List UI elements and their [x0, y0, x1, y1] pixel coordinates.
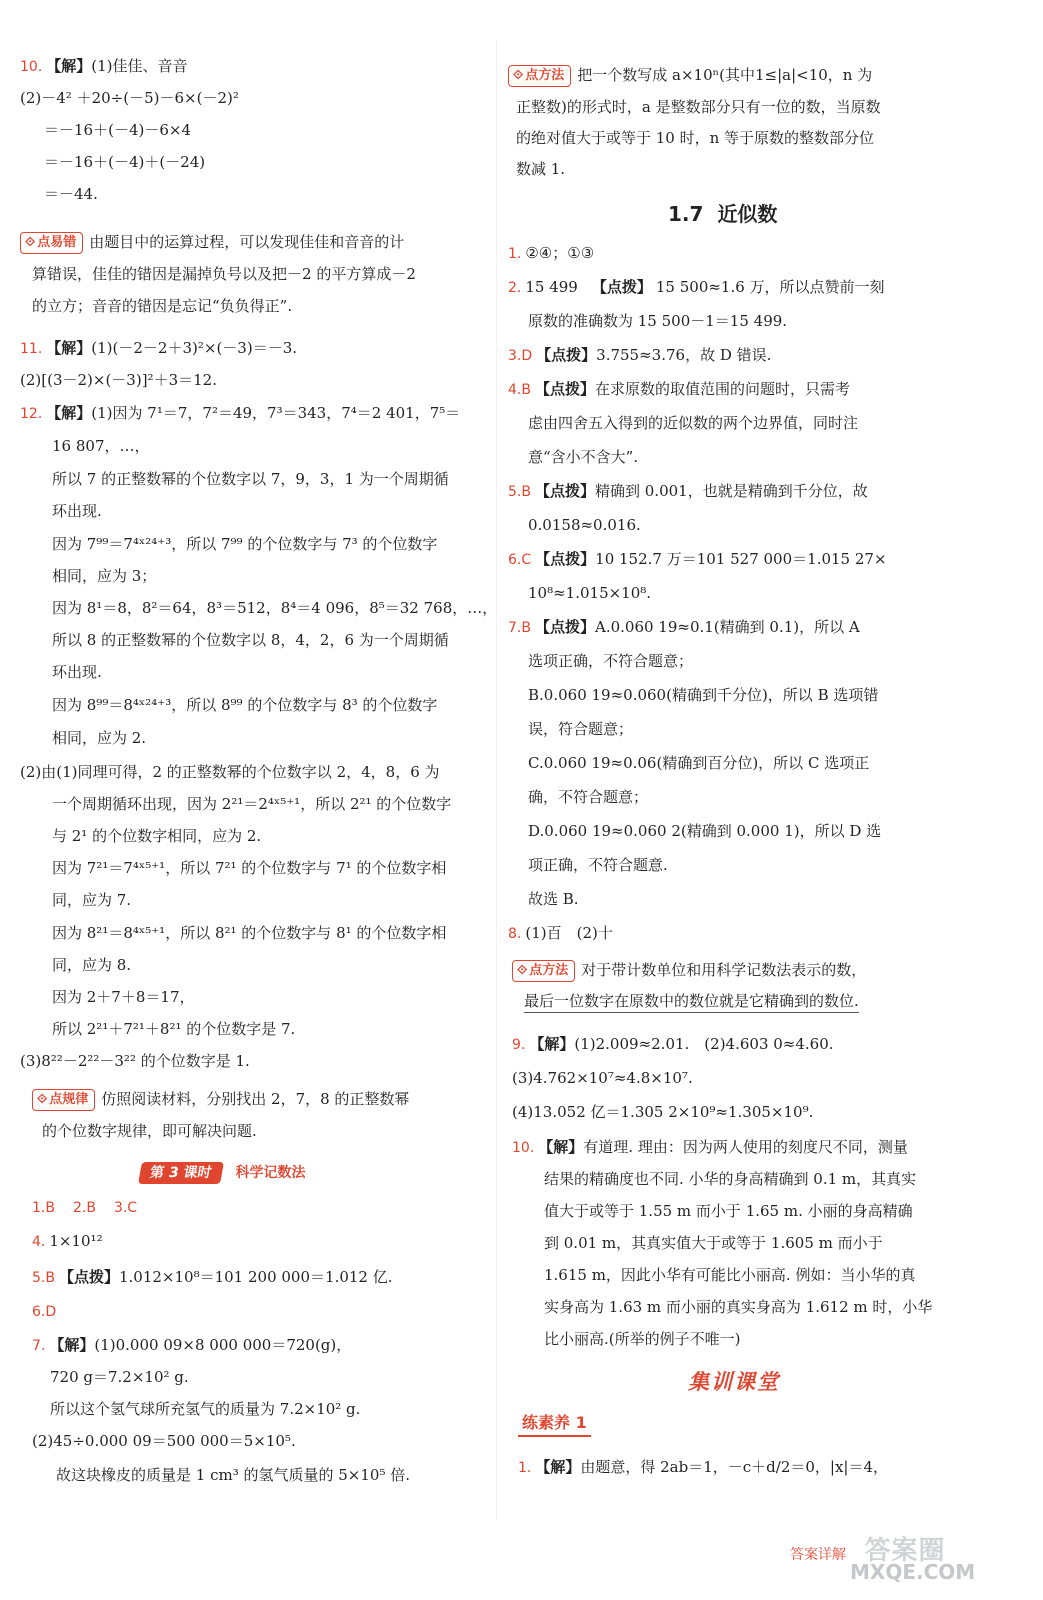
- line-text: 1.012×10⁸＝101 200 000＝1.012 亿.: [118, 1268, 393, 1286]
- line-text: 相同，应为 2.: [52, 729, 147, 747]
- text-line: [52, 501, 102, 521]
- line-text: 10⁸≈1.015×10⁸.: [528, 584, 652, 602]
- text-line: [508, 243, 594, 264]
- section-name: 近似数: [717, 202, 778, 226]
- line-text: 结果的精确度也不同. 小华的身高精确到 0.1 m，其真实: [544, 1170, 917, 1188]
- line-text: (1)百 (2)十: [525, 924, 613, 942]
- footer-label: 答案详解: [790, 1547, 846, 1563]
- line-text: (1)因为 7¹＝7，7²＝49，7³＝343，7⁴＝2 401，7⁵＝: [91, 404, 461, 422]
- line-text: (4)13.052 亿＝1.305 2×10⁹≈1.305×10⁹.: [512, 1103, 814, 1121]
- text-line: [20, 56, 188, 77]
- line-text: C.0.060 19≈0.06(精确到百分位)，所以 C 选项正: [528, 754, 870, 772]
- line-text: 实身高为 1.63 m 而小丽的真实身高为 1.612 m 时，小华: [544, 1298, 933, 1316]
- question-number: 10.: [512, 1140, 535, 1156]
- line-text: 所以 2²¹＋7²¹＋8²¹ 的个位数字是 7.: [52, 1020, 296, 1038]
- line-text: 故这块橡皮的质量是 1 cm³ 的氢气质量的 5×10⁵ 倍.: [56, 1466, 411, 1484]
- line-text: 故选 B.: [528, 890, 579, 908]
- line-text: 同，应为 7.: [52, 891, 132, 909]
- line-text: 10 152.7 万＝101 527 000＝1.015 27×: [595, 550, 887, 568]
- question-number: 2.: [508, 280, 522, 296]
- text-line: [544, 1169, 916, 1189]
- lesson-pill: 第 3 课时: [138, 1162, 223, 1184]
- tip-tag: [20, 232, 83, 254]
- text-line: [528, 311, 787, 331]
- text-line: [528, 787, 648, 807]
- text-line: [516, 97, 881, 117]
- question-number: 11.: [20, 341, 43, 357]
- text-line: [544, 1265, 915, 1285]
- text-line: [544, 1233, 883, 1253]
- line-text: D.0.060 19≈0.060 2(精确到 0.000 1)，所以 D 选: [528, 822, 882, 840]
- question-number: 3.C: [113, 1200, 138, 1216]
- text-line: [44, 152, 205, 172]
- question-number: 9.: [512, 1037, 526, 1053]
- line-text: ＝－16＋(－4)－6×4: [44, 121, 191, 139]
- line-text: 由题目中的运算过程，可以发现佳佳和音音的计: [89, 233, 405, 251]
- line-text: 因为 7²¹＝7⁴ˣ⁵⁺¹，所以 7²¹ 的个位数字与 7¹ 的个位数字相: [52, 859, 447, 877]
- section-number: 1.7: [668, 202, 704, 226]
- text-line: [20, 403, 460, 424]
- text-line: [42, 1121, 257, 1141]
- answer-keyword: 【点拨】: [535, 550, 596, 568]
- text-line: [52, 987, 195, 1007]
- text-line: [516, 159, 565, 179]
- question-number: 3.D: [508, 348, 533, 364]
- question-number: 4.B: [508, 382, 531, 398]
- answer-keyword: 【解】: [529, 1035, 575, 1053]
- answer-keyword: 【解】: [49, 1336, 95, 1354]
- text-line: [524, 991, 859, 1011]
- text-line: [528, 855, 668, 875]
- line-text: 的立方；音音的错因是忘记“负负得正”.: [32, 297, 293, 315]
- line-text: 720 g＝7.2×10² g.: [50, 1368, 189, 1386]
- answer-keyword: 【点拨】: [534, 380, 595, 398]
- answer-keyword: 【点拨】: [536, 346, 597, 364]
- text-line: [52, 890, 131, 910]
- line-text: ＝－16＋(－4)＋(－24): [44, 153, 206, 171]
- text-line: [32, 1231, 103, 1252]
- text-line: [512, 1034, 834, 1055]
- line-text: 精确到 0.001，也就是精确到千分位，故: [594, 482, 868, 500]
- text-line: [528, 583, 651, 603]
- line-text: B.0.060 19≈0.060(精确到千分位)，所以 B 选项错: [528, 686, 879, 704]
- line-text: 意“含小不含大”.: [528, 448, 639, 466]
- line-text: 1.615 m，因此小华有可能比小丽高. 例如：当小华的真: [544, 1266, 916, 1284]
- question-number: 7.B: [508, 620, 531, 636]
- text-line: [52, 598, 497, 618]
- text-line: [32, 264, 416, 284]
- text-line: [52, 662, 102, 682]
- answer-keyword: 【点拨】: [534, 618, 595, 636]
- text-line: [512, 1137, 908, 1158]
- line-text: 对于带计数单位和用科学记数法表示的数，: [581, 961, 867, 979]
- watermark-logo: 答案圈: [864, 1536, 946, 1566]
- answer-keyword: 【点拨】: [534, 482, 595, 500]
- watermark-url: MXQE.COM: [850, 1560, 976, 1584]
- text-line: [508, 923, 613, 944]
- line-text: 3.755≈3.76，故 D 错误.: [596, 346, 772, 364]
- line-text: (1)2.009≈2.01. (2)4.603 0≈4.60.: [574, 1035, 834, 1053]
- section-title: [668, 198, 777, 227]
- line-text: 所以这个氢气球所充氢气的质量为 7.2×10² g.: [50, 1400, 361, 1418]
- question-number: 5.B: [32, 1270, 55, 1286]
- line-text: 有道理. 理由：因为两人使用的刻度尺不同，测量: [583, 1138, 908, 1156]
- question-number: 1.: [518, 1460, 532, 1476]
- text-line: [20, 762, 440, 782]
- text-line: [544, 1201, 913, 1221]
- line-text: 16 807，…，: [52, 437, 150, 455]
- text-line: [544, 1297, 932, 1317]
- line-text: ②④；①③: [525, 244, 595, 262]
- tip-tag-label: 点易错: [37, 235, 77, 250]
- line-text: 选项正确，不符合题意；: [528, 652, 694, 670]
- line-text: 确，不符合题意；: [528, 788, 649, 806]
- tip-tag: [512, 960, 575, 982]
- answer-keyword: 【解】: [46, 404, 92, 422]
- line-text: (1)0.000 09×8 000 000＝720(g)，: [94, 1336, 352, 1354]
- text-line: [52, 534, 437, 554]
- question-number: 6.C: [508, 552, 532, 568]
- line-text: 的个位数字规律，即可解决问题.: [42, 1122, 257, 1140]
- text-line: [32, 1089, 409, 1111]
- text-line: [508, 617, 860, 638]
- text-line: [44, 120, 191, 140]
- text-line: [528, 889, 579, 909]
- answer-keyword: 【点拨】: [58, 1268, 119, 1286]
- answer-keyword: 【解】: [46, 339, 92, 357]
- line-text: (2)45÷0.000 09＝500 000＝5×10⁵.: [32, 1432, 296, 1450]
- column-divider: [496, 40, 497, 1520]
- text-line: [50, 1399, 360, 1419]
- line-text: 因为 8⁹⁹＝8⁴ˣ²⁴⁺³，所以 8⁹⁹ 的个位数字与 8³ 的个位数字: [52, 696, 438, 714]
- lesson-title: 科学记数法: [235, 1165, 306, 1181]
- text-line: [528, 753, 869, 773]
- line-text: 到 0.01 m，其真实值大于或等于 1.605 m 而小于: [544, 1234, 883, 1252]
- line-text: 值大于或等于 1.55 m 而小于 1.65 m. 小丽的身高精确: [544, 1202, 913, 1220]
- text-line: [20, 232, 404, 254]
- text-line: [516, 128, 874, 148]
- text-line: [52, 826, 261, 846]
- line-text: 算错误，佳佳的错因是漏掉负号以及把－2 的平方算成－2: [32, 265, 416, 283]
- line-text: 正整数)的形式时，a 是整数部分只有一位的数，当原数: [516, 98, 881, 116]
- line-text: 一个周期循环出现，因为 2²¹＝2⁴ˣ⁵⁺¹，所以 2²¹ 的个位数字: [52, 795, 452, 813]
- text-line: [528, 515, 641, 535]
- line-text: 因为 8²¹＝8⁴ˣ⁵⁺¹，所以 8²¹ 的个位数字与 8¹ 的个位数字相: [52, 924, 447, 942]
- text-line: [52, 566, 156, 586]
- question-number: 5.B: [508, 484, 531, 500]
- text-line: [20, 338, 297, 359]
- line-text: 虑由四舍五入得到的近似数的两个边界值，同时注: [528, 414, 859, 432]
- tip-icon: ⟐: [513, 68, 524, 83]
- line-text: 数减 1.: [516, 160, 566, 178]
- tip-icon: ⟐: [25, 235, 36, 250]
- line-text: 所以 7 的正整数幂的个位数字以 7，9，3，1 为一个周期循: [52, 470, 449, 488]
- line-text: (1)(－2－2＋3)²×(－3)＝－3.: [91, 339, 298, 357]
- text-line: [32, 1267, 393, 1288]
- question-number: 6.D: [32, 1304, 57, 1320]
- line-text: (3)8²²－2²²－3²² 的个位数字是 1.: [20, 1052, 250, 1070]
- question-number: 12.: [20, 406, 43, 422]
- text-line: [56, 1465, 410, 1485]
- text-line: [50, 1367, 189, 1387]
- line-text: (1)佳佳、音音: [91, 57, 188, 75]
- question-number: 7.: [32, 1338, 46, 1354]
- question-number: 8.: [508, 926, 522, 942]
- text-line: [52, 794, 451, 814]
- text-line: [44, 184, 98, 204]
- line-text: 因为 2＋7＋8＝17，: [52, 988, 195, 1006]
- line-text: 相同，应为 3；: [52, 567, 157, 585]
- training-heading: 集训课堂: [688, 1370, 780, 1394]
- answer-keyword: 【解】: [46, 57, 92, 75]
- tip-tag-label: 点方法: [525, 68, 565, 83]
- text-line: [508, 379, 850, 400]
- text-line: [544, 1329, 740, 1349]
- text-line: [508, 549, 887, 570]
- text-line: [52, 630, 449, 650]
- line-text: 与 2¹ 的个位数字相同，应为 2.: [52, 827, 262, 845]
- line-text: (2)[(3－2)×(－3)]²＋3＝12.: [20, 371, 217, 389]
- text-line: [528, 685, 878, 705]
- practice-heading: 练素养 1: [518, 1410, 591, 1437]
- line-text: 误，符合题意；: [528, 720, 634, 738]
- line-text: 因为 8¹＝8，8²＝64，8³＝512，8⁴＝4 096，8⁵＝32 768，…，: [52, 599, 498, 617]
- line-text: 15 500≈1.6 万，所以点赞前一刻: [655, 278, 885, 296]
- text-line: [52, 436, 150, 456]
- text-line: [508, 345, 771, 366]
- question-number: 2.B: [72, 1200, 96, 1216]
- line-text: (2)－4² ＋20÷(－5)－6×(－2)²: [20, 89, 239, 107]
- text-line: [528, 447, 638, 467]
- line-text: A.0.060 19≈0.1(精确到 0.1)，所以 A: [594, 618, 860, 636]
- text-line: [52, 695, 437, 715]
- tip-tag-label: 点方法: [529, 963, 569, 978]
- line-text: 把一个数写成 a×10ⁿ(其中1≤|a|<10，n 为: [577, 66, 873, 84]
- line-text: 环出现.: [52, 502, 102, 520]
- line-text: 在求原数的取值范围的问题时，只需考: [594, 380, 850, 398]
- line-text: 同，应为 8.: [52, 956, 132, 974]
- tip-icon: ⟐: [517, 963, 528, 978]
- text-line: [512, 1068, 693, 1088]
- tip-tag-label: 点规律: [49, 1092, 89, 1107]
- text-line: [32, 1431, 296, 1451]
- text-line: [52, 923, 446, 943]
- answer-keyword: 【解】: [535, 1458, 581, 1476]
- answer-keyword: 【解】: [538, 1138, 584, 1156]
- text-line: [528, 651, 693, 671]
- line-text: (2)由(1)同理可得，2 的正整数幂的个位数字以 2，4，8，6 为: [20, 763, 440, 781]
- text-line: [32, 1301, 60, 1322]
- text-line: [52, 728, 146, 748]
- text-line: [52, 469, 449, 489]
- line-text: 环出现.: [52, 663, 102, 681]
- page-footer: [790, 1530, 976, 1584]
- text-line: [512, 960, 866, 982]
- line-text: ＝－44.: [44, 185, 98, 203]
- line-text: 最后一位数字在原数中的数位就是它精确到的数位.: [524, 992, 859, 1013]
- tip-tag: [32, 1089, 95, 1111]
- text-line: [512, 1102, 813, 1122]
- tip-tag: [508, 65, 571, 87]
- text-line: [20, 370, 217, 390]
- question-number: 1.B: [32, 1200, 55, 1216]
- text-line: [20, 88, 239, 108]
- line-text: 0.0158≈0.016.: [528, 516, 641, 534]
- text-line: [20, 1051, 250, 1071]
- text-line: [32, 1335, 351, 1356]
- text-line: [528, 821, 881, 841]
- line-text: 1×10¹²: [49, 1232, 103, 1250]
- text-line: [32, 296, 292, 316]
- text-line: [528, 413, 858, 433]
- text-line: [508, 481, 868, 502]
- line-text: 的绝对值大于或等于 10 时，n 等于原数的整数部分位: [516, 129, 875, 147]
- line-text: 项正确，不符合题意.: [528, 856, 668, 874]
- line-text: (3)4.762×10⁷≈4.8×10⁷.: [512, 1069, 693, 1087]
- text-line: [52, 955, 131, 975]
- line-text: 因为 7⁹⁹＝7⁴ˣ²⁴⁺³，所以 7⁹⁹ 的个位数字与 7³ 的个位数字: [52, 535, 438, 553]
- line-text: 原数的准确数为 15 500－1＝15 499.: [528, 312, 788, 330]
- line-text: 由题意，得 2ab＝1，－c＋d/2＝0，|x|＝4，: [580, 1458, 889, 1476]
- line-text: 所以 8 的正整数幂的个位数字以 8，4，2，6 为一个周期循: [52, 631, 449, 649]
- line-text: 15 499: [525, 278, 578, 296]
- text-line: [508, 277, 885, 298]
- line-text: 比小丽高.(所举的例子不唯一): [544, 1330, 741, 1348]
- question-number: 4.: [32, 1234, 46, 1250]
- text-line: [32, 1197, 141, 1218]
- line-text: 仿照阅读材料，分别找出 2，7，8 的正整数幂: [101, 1090, 410, 1108]
- answer-keyword: 【点拨】: [591, 278, 652, 296]
- question-number: 1.: [508, 246, 522, 262]
- lesson-banner: [140, 1162, 306, 1184]
- text-line: [508, 65, 872, 87]
- text-line: [518, 1457, 888, 1478]
- text-line: [52, 1019, 295, 1039]
- question-number: 10.: [20, 59, 43, 75]
- text-line: [528, 719, 633, 739]
- tip-icon: ⟐: [37, 1092, 48, 1107]
- text-line: [52, 858, 446, 878]
